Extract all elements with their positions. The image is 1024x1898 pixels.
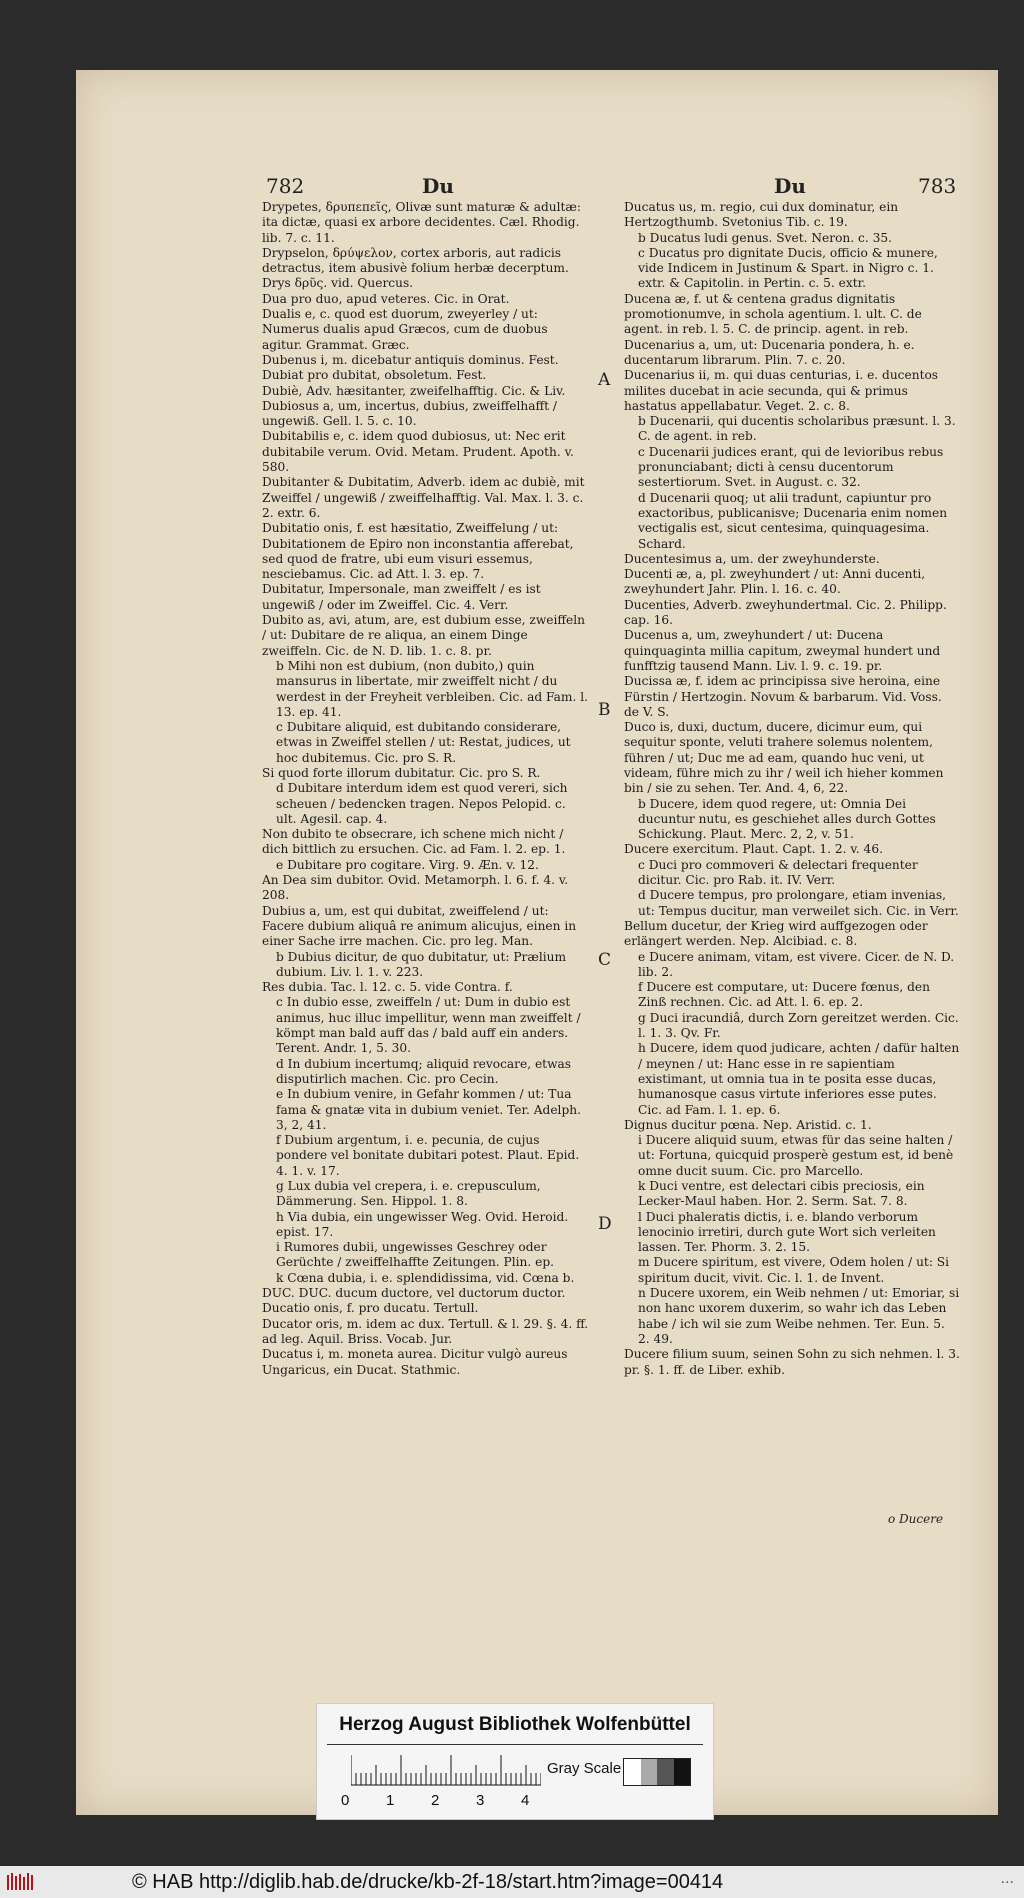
ruler-scale xyxy=(351,1754,541,1786)
dictionary-entry: Si quod forte illorum dubitatur. Cic. pro S. R. xyxy=(262,765,541,780)
gray-swatch-black xyxy=(674,1759,691,1785)
dictionary-entry: b Ducatus ludi genus. Svet. Neron. c. 35. xyxy=(638,230,892,245)
dictionary-entry: Ducere filium suum, seinen Sohn zu sich nehmen. l. 3. pr. §. 1. ff. de Liber. exhib. xyxy=(624,1347,960,1377)
right-page-number: 783 xyxy=(918,174,957,198)
dictionary-entry: b Dubius dicitur, de quo dubitatur, ut: Prælium dubium. Liv. l. 1. v. 223. xyxy=(276,949,567,979)
ruler-numbers xyxy=(341,1792,571,1812)
dictionary-entry: An Dea sim dubitor. Ovid. Metamorph. l. 6. f. 4. v. 208. xyxy=(262,873,569,903)
section-marker-d: D xyxy=(598,1214,612,1234)
dictionary-entry: Drypselon, δρύψελον, cortex arboris, aut radicis detractus, item abusivè folium herbæ decerptum. xyxy=(262,245,569,276)
gray-swatch-white xyxy=(624,1759,641,1785)
dictionary-entry: Ducentesimus a, um. der zweyhunderste. xyxy=(624,551,880,566)
dictionary-entry: Bellum ducetur, der Krieg wird auffgezogen oder erlängert werden. Nep. Alcibiad. c. 8. xyxy=(624,918,928,949)
dictionary-entry: m Ducere spiritum, est vivere, Odem holen / ut: Si spiritum ducit, vivit. Cic. l. 1. de Invent. xyxy=(638,1255,950,1285)
dictionary-entry: l Duci phaleratis dictis, i. e. blando verborum lenocinio irretiri, durch gute Wort sich verleiten lassen. Ter. Phorm. 3. 2. 15. xyxy=(638,1209,936,1255)
ruler-number: 3 xyxy=(476,1792,485,1809)
hab-logo-icon xyxy=(6,1872,36,1892)
dictionary-entry: Dubito as, avi, atum, are, est dubium esse, zweiffeln / ut: Dubitare de re aliqua, an einem Dinge zweiffeln. Cic. de N. D. lib. 1. c. 8. pr. xyxy=(262,613,585,658)
dictionary-entry: DUC. DUC. ducum ductore, vel ductorum ductor. xyxy=(262,1286,566,1301)
dictionary-entry: c Duci pro commoveri & delectari frequenter dicitur. Cic. pro Rab. it. IV. Verr. xyxy=(638,857,918,888)
dictionary-entry: Ducenarius ii, m. qui duas centurias, i. e. ducentos milites ducebat in acie secunda, qui & primus hastatus appellabatur. Veget. 2. c. 8. xyxy=(624,368,939,413)
dictionary-entry: Ducenarius a, um, ut: Ducenaria pondera, h. e. ducentarum librarum. Plin. 7. c. 20. xyxy=(624,337,915,367)
dictionary-entry: Dua pro duo, apud veteres. Cic. in Orat. xyxy=(262,291,510,306)
dictionary-entry: Ducatus us, m. regio, cui dux dominatur, ein Hertzogthumb. Svetonius Tib. c. 19. xyxy=(624,200,899,230)
dictionary-entry: d Ducenarii quoq; ut alii tradunt, capiuntur pro exactoribus, publicanisve; Ducenaria enim nomen vectigalis est, sicut centesima, quinquagesima. Schard. xyxy=(638,490,948,551)
dictionary-entry: f Ducere est computare, ut: Ducere fœnus, den Zinß rechnen. Cic. ad Att. l. 6. ep. 2. xyxy=(638,980,930,1010)
more-dots[interactable]: ... xyxy=(1000,1870,1014,1887)
right-running-head: Du xyxy=(774,174,806,198)
ruler-number: 4 xyxy=(521,1792,530,1809)
section-marker-b: B xyxy=(598,700,611,720)
dictionary-entry: Duco is, duxi, ductum, ducere, dicimur eum, qui sequitur sponte, veluti trahere solemus nolentem, führen / ut; Duc me ad eam, quando huc veni, ut videam, führe mich zu ihr / weil ich hieher kommen bin / sie zu sehen. Ter. And. 4, 6, 22. xyxy=(624,720,944,796)
dictionary-entry: Ducatio onis, f. pro ducatu. Tertull. xyxy=(262,1301,479,1316)
dictionary-entry: Drys δρῦς. vid. Quercus. xyxy=(262,276,414,291)
dictionary-entry: n Ducere uxorem, ein Weib nehmen / ut: Emoriar, si non hanc uxorem duxerim, so wahr ich das Leben habe / ich wil sie zum Weibe nehmen. Ter. Eun. 5. 2. 49. xyxy=(638,1286,960,1346)
dictionary-entry: g Lux dubia vel crepera, i. e. crepusculum, Dämmerung. Sen. Hippol. 1. 8. xyxy=(276,1179,541,1209)
dictionary-entry: Ducenti æ, a, pl. zweyhundert / ut: Anni ducenti, zweyhundert Jahr. Plin. l. 16. c. 40. xyxy=(624,567,926,597)
dictionary-entry: c In dubio esse, zweiffeln / ut: Dum in dubio est animus, huc illuc impellitur, wenn man zweiffelt / kömpt man bald auff das / bald auff ein anders. Terent. Andr. 1, 5. 30. xyxy=(276,995,581,1056)
right-column xyxy=(624,200,960,1378)
dictionary-entry: k Cœna dubia, i. e. splendidissima, vid. Cœna b. xyxy=(276,1270,575,1285)
dictionary-entry: e Dubitare pro cogitare. Virg. 9. Æn. v. 12. xyxy=(276,857,539,872)
dictionary-entry: Dubitatur, Impersonale, man zweiffelt / es ist ungewiß / oder im Zweiffel. Cic. 4. Verr. xyxy=(262,582,541,612)
dictionary-entry: c Ducatus pro dignitate Ducis, officio & munere, vide Indicem in Justinum & Spart. in Nigro c. 1. extr. & Capitolin. in Pertin. c. 5. extr. xyxy=(638,245,938,291)
dictionary-entry: Dubiat pro dubitat, obsoletum. Fest. xyxy=(262,368,487,383)
dictionary-entry: i Ducere aliquid suum, etwas für das seine halten / ut: Fortuna, quicquid prosperè gestum est, id benè omne ducit suum. Cic. pro Marcello. xyxy=(638,1133,954,1178)
gray-swatch-light xyxy=(641,1759,658,1785)
dictionary-entry: Dubiosus a, um, incertus, dubius, zweiffelhafft / ungewiß. Gell. l. 5. c. 10. xyxy=(262,398,558,429)
dictionary-entry: d In dubium incertumq; aliquid revocare, etwas disputirlich machen. Cic. pro Cecin. xyxy=(276,1056,572,1086)
ruler-ticks xyxy=(351,1754,541,1786)
dictionary-entry: Non dubito te obsecrare, ich schene mich nicht / dich bittlich zu ersuchen. Cic. ad Fam. l. 2. ep. 1. xyxy=(262,827,566,857)
dictionary-entry: d Dubitare interdum idem est quod vereri, sich scheuen / bedencken tragen. Nepos Pelopid. c. ult. Agesil. cap. 4. xyxy=(276,781,568,826)
gray-swatch-dark xyxy=(657,1759,674,1785)
dictionary-entry: Dubiè, Adv. hæsitanter, zweifelhafftig. Cic. & Liv. xyxy=(262,383,566,398)
dictionary-entry: Ducere exercitum. Plaut. Capt. 1. 2. v. 46. xyxy=(624,842,883,857)
dictionary-entry: g Duci iracundiâ, durch Zorn gereitzet werden. Cic. l. 1. 3. Qv. Fr. xyxy=(638,1010,959,1041)
catchword: o Ducere xyxy=(888,1512,944,1526)
library-name: Herzog August Bibliothek Wolfenbüttel xyxy=(339,1714,691,1735)
dictionary-entry: Dubius a, um, est qui dubitat, zweiffelend / ut: Facere dubium aliquâ re animum alicujus, einen in einer Sache irre machen. Cic. pro leg. Man. xyxy=(262,903,577,949)
left-column xyxy=(262,200,590,1378)
dictionary-entry: d Ducere tempus, pro prolongare, etiam invenias, ut: Tempus ducitur, man verweilet sich. Cic. in Verr. xyxy=(638,888,959,918)
dictionary-entry: Dubitabilis e, c. idem quod dubiosus, ut: Nec erit dubitabile verum. Ovid. Metam. Prudent. Apoth. v. 580. xyxy=(262,429,574,475)
dictionary-entry: Dubenus i, m. dicebatur antiquis dominus. Fest. xyxy=(262,352,559,367)
copyright-url-text[interactable]: © HAB http://diglib.hab.de/drucke/kb-2f-18/start.htm?image=00414 xyxy=(132,1871,724,1893)
section-marker-a: A xyxy=(598,370,611,390)
ruler-number: 1 xyxy=(386,1792,395,1809)
dictionary-entry: Ducena æ, f. ut & centena gradus dignitatis promotionumve, in schola agentium. l. ult. C. de agent. in reb. l. 5. C. de princip. agent. in reb. xyxy=(624,291,922,337)
dictionary-entry: Dubitatio onis, f. est hæsitatio, Zweiffelung / ut: Dubitationem de Epiro non inconstantia afferebat, sed quod de fratre, ubi eum visuri essemus, nesciebamus. Cic. ad Att. l. 3. ep. 7. xyxy=(262,521,574,582)
library-color-card xyxy=(316,1703,714,1820)
ruler-number: 0 xyxy=(341,1792,350,1809)
card-divider xyxy=(327,1744,703,1745)
dictionary-entry: f Dubium argentum, i. e. pecunia, de cujus pondere vel bonitate dubitari potest. Plaut. Epid. 4. 1. v. 17. xyxy=(276,1133,580,1178)
dictionary-entry: Dignus ducitur pœna. Nep. Aristid. c. 1. xyxy=(624,1117,872,1132)
dictionary-entry: Res dubia. Tac. l. 12. c. 5. vide Contra. f. xyxy=(262,980,513,995)
dictionary-entry: Ducenties, Adverb. zweyhundertmal. Cic. 2. Philipp. cap. 16. xyxy=(624,597,947,628)
dictionary-entry: Ducissa æ, f. idem ac principissa sive heroina, eine Fürstin / Hertzogin. Novum & barbarum. Vid. Voss. de V. S. xyxy=(624,674,942,719)
dictionary-entry: e In dubium venire, in Gefahr kommen / ut: Tua fama & gnatæ vita in dubium veniet. Ter. Adelph. 3, 2, 41. xyxy=(276,1087,581,1132)
dictionary-entry: b Ducere, idem quod regere, ut: Omnia Dei ducuntur nutu, es geschiehet alles durch Gottes Schickung. Plaut. Merc. 2, 2, v. 51. xyxy=(638,796,936,842)
dictionary-entry: h Via dubia, ein ungewisser Weg. Ovid. Heroid. epist. 17. xyxy=(276,1209,569,1239)
dictionary-entry: h Ducere, idem quod judicare, achten / dafür halten / meynen / ut: Hanc esse in re sapientiam existimant, ut omnia tua in te posita esse ducas, humanosque casus virtute inferiores esse putes. Cic. ad Fam. l. 1. ep. 6. xyxy=(638,1041,960,1117)
dictionary-entry: Dubitanter & Dubitatim, Adverb. idem ac dubiè, mit Zweiffel / ungewiß / zweiffelhafftig. Val. Max. l. 3. c. 2. extr. 6. xyxy=(262,475,585,520)
dictionary-entry: c Ducenarii judices erant, qui de levioribus rebus pronunciabant; dicti à censu ducentorum sestertiorum. Svet. in August. c. 32. xyxy=(638,444,944,490)
dictionary-entry: Ducatus i, m. moneta aurea. Dicitur vulgò aureus Ungaricus, ein Ducat. Stathmic. xyxy=(262,1347,568,1377)
dictionary-entry: k Duci ventre, est delectari cibis preciosis, ein Lecker-Maul haben. Hor. 2. Serm. Sat. 7. 8. xyxy=(638,1179,925,1209)
dictionary-entry: c Dubitare aliquid, est dubitando considerare, etwas in Zweiffel stellen / ut: Restat, judices, ut hoc dubitemus. Cic. pro S. R. xyxy=(276,720,571,765)
dictionary-entry: b Mihi non est dubium, (non dubito,) quin mansurus in libertate, mir zweiffelt nicht / du werdest in der Freyheit verbleiben. Cic. ad Fam. l. 13. ep. 41. xyxy=(276,658,589,719)
left-page-number: 782 xyxy=(266,174,305,198)
gray-scale-label: Gray Scale xyxy=(547,1760,622,1777)
dictionary-entry: Ducenus a, um, zweyhundert / ut: Ducena quinquaginta millia capitum, zweymal hundert und funfftzig tausend Mann. Liv. l. 9. c. 19. pr. xyxy=(624,628,941,673)
ruler-number: 2 xyxy=(431,1792,440,1809)
section-marker-c: C xyxy=(598,950,612,970)
scanned-dictionary-page xyxy=(76,70,998,1815)
dictionary-entry: e Ducere animam, vitam, est vivere. Cicer. de N. D. lib. 2. xyxy=(638,949,955,979)
dictionary-entry: Ducator oris, m. idem ac dux. Tertull. & l. 29. §. 4. ff. ad leg. Aquil. Briss. Vocab. Jur. xyxy=(262,1316,589,1346)
viewer-status-bar xyxy=(0,1866,1024,1898)
dictionary-entry: i Rumores dubii, ungewisses Geschrey oder Gerüchte / zweiffelhaffte Zeitungen. Plin. ep. xyxy=(276,1240,555,1270)
dictionary-entry: Drypetes, δρυπεπεῖς, Olivæ sunt maturæ & adultæ: ita dictæ, quasi ex arbore decidentes. Cæl. Rhodig. lib. 7. c. 11. xyxy=(262,200,581,245)
gray-scale-swatches xyxy=(623,1758,691,1786)
dictionary-entry: Dualis e, c. quod est duorum, zweyerley / ut: Numerus dualis apud Græcos, cum de duobus agitur. Grammat. Græc. xyxy=(262,307,548,352)
dictionary-entry: b Ducenarii, qui ducentis scholaribus præsunt. l. 3. C. de agent. in reb. xyxy=(638,414,956,444)
left-running-head: Du xyxy=(422,174,454,198)
